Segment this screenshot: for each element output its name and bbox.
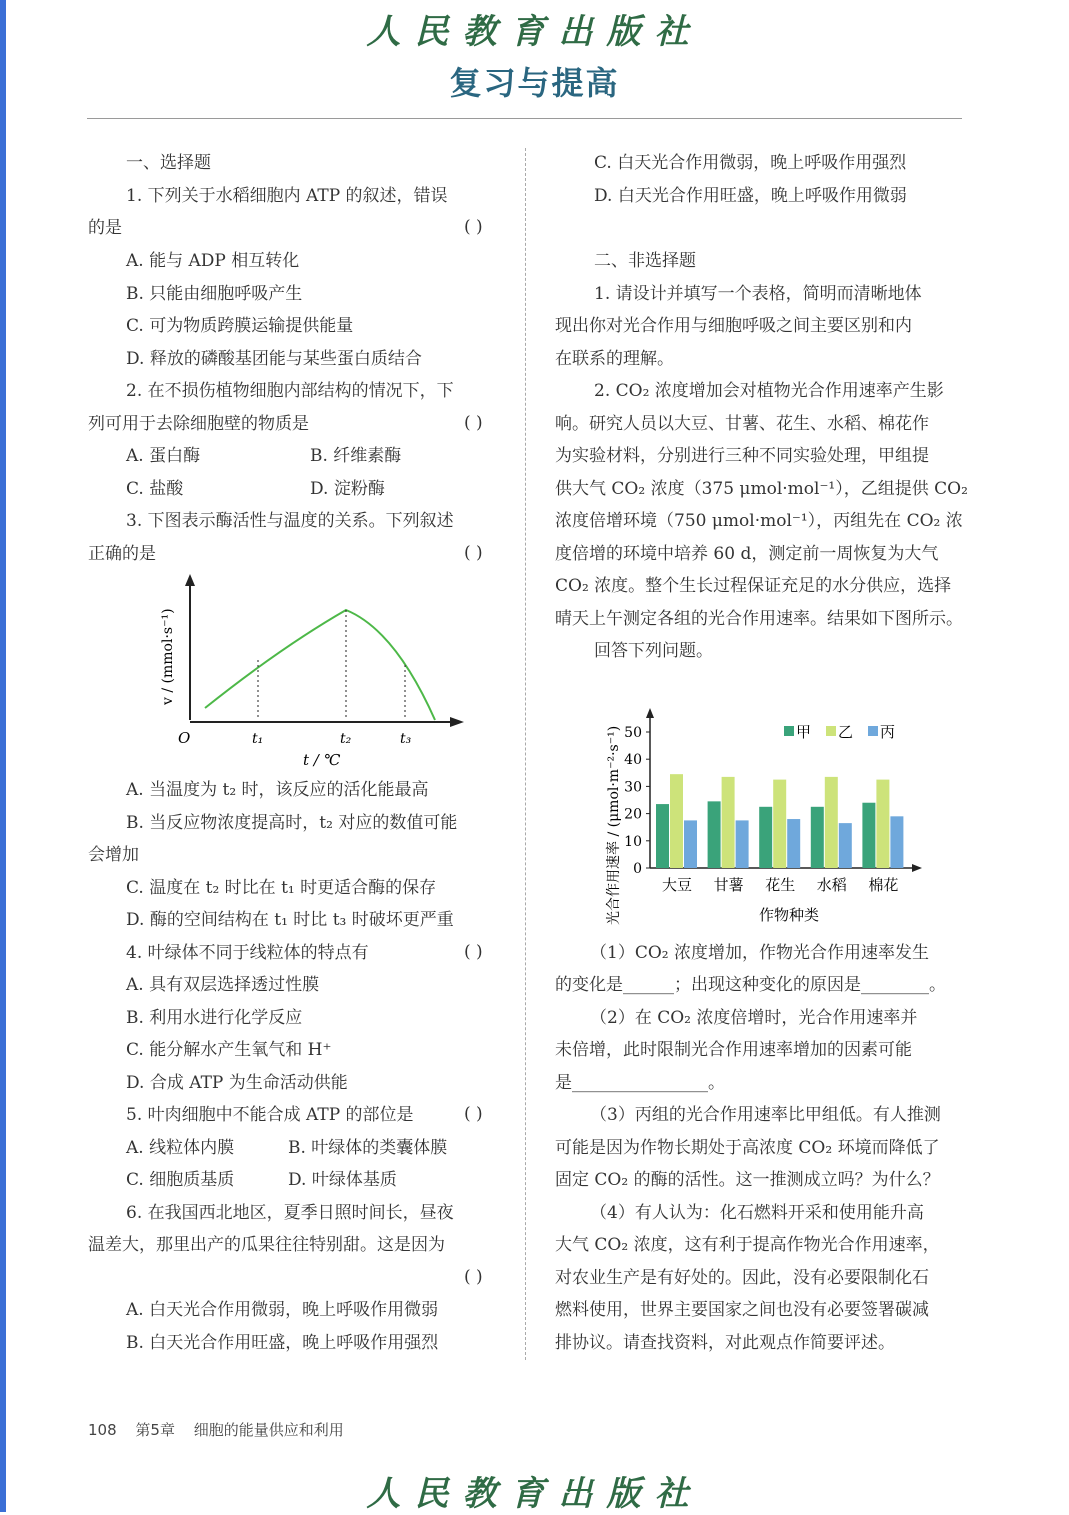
- bar-y-tick-label: 50: [624, 725, 642, 741]
- left-line: 列可用于去除细胞壁的物质是: [88, 414, 309, 434]
- left-line: C. 可为物质跨膜运输提供能量: [126, 316, 354, 336]
- right-line: 1. 请设计并填写一个表格，简明而清晰地体: [594, 284, 922, 304]
- right-line: 排协议。请查找资料，对此观点作简要评述。: [555, 1333, 895, 1353]
- left-line: C. 细胞质基质: [126, 1170, 235, 1190]
- bar-category-label: 甘薯: [713, 876, 744, 894]
- bar-y-tick-label: 30: [624, 779, 642, 796]
- enzyme-x-arrow: [450, 717, 464, 727]
- bar-y-tick-label: 0: [633, 861, 642, 877]
- publisher-logo-bottom: 人民教育出版社: [366, 1474, 703, 1514]
- left-line: A. 线粒体内膜: [126, 1138, 235, 1158]
- answer-bracket: ( ): [464, 413, 483, 433]
- chapter-title: 细胞的能量供应和利用: [193, 1421, 344, 1439]
- right-line: CO₂ 浓度。整个生长过程保证充足的水分供应，选择: [555, 576, 952, 596]
- left-line: B. 利用水进行化学反应: [126, 1008, 303, 1028]
- bar-丙: [684, 820, 697, 868]
- right-line: 供大气 CO₂ 浓度（375 μmol·mol⁻¹），乙组提供 CO₂: [555, 479, 968, 499]
- left-line: 温差大，那里出产的瓜果往往特别甜。这是因为: [88, 1235, 445, 1255]
- right-line: 在联系的理解。: [555, 349, 674, 369]
- bar-乙: [773, 780, 786, 868]
- enzyme-tick-t3: t₃: [400, 731, 412, 747]
- answer-bracket: ( ): [464, 543, 483, 563]
- bar-x-label: 作物种类: [758, 906, 820, 924]
- legend-swatch-丙: [868, 726, 878, 736]
- left-line: 一、选择题: [126, 153, 211, 173]
- left-line: B. 叶绿体的类囊体膜: [288, 1138, 448, 1158]
- answer-bracket: ( ): [464, 217, 483, 237]
- right-line: 可能是因为作物长期处于高浓度 CO₂ 环境而降低了: [555, 1138, 940, 1158]
- left-line: B. 纤维素酶: [310, 446, 402, 466]
- right-line: 是________________。: [555, 1073, 725, 1093]
- legend-swatch-甲: [784, 726, 794, 736]
- left-line: B. 只能由细胞呼吸产生: [126, 284, 303, 304]
- right-line: （4）有人认为：化石燃料开采和使用能升高: [590, 1203, 924, 1223]
- bar-甲: [862, 803, 875, 868]
- answer-bracket: ( ): [464, 1267, 483, 1287]
- left-line: B. 白天光合作用旺盛，晚上呼吸作用强烈: [126, 1333, 439, 1353]
- left-line: 的是: [88, 218, 122, 238]
- bar-甲: [759, 807, 772, 868]
- right-line: 回答下列问题。: [594, 641, 713, 661]
- bar-甲: [811, 807, 824, 868]
- left-line: A. 蛋白酶: [126, 446, 201, 466]
- page-number: 108: [88, 1421, 117, 1439]
- right-line: C. 白天光合作用微弱，晚上呼吸作用强烈: [594, 153, 907, 173]
- legend-label: 甲: [796, 723, 812, 741]
- column-divider: [525, 148, 526, 1360]
- photosynthesis-bar-chart: [590, 670, 930, 935]
- page-edge-line: [0, 0, 6, 1512]
- enzyme-origin-label: O: [178, 729, 191, 747]
- right-line: 度倍增的环境中培养 60 d，测定前一周恢复为大气: [555, 544, 939, 564]
- page-footer: [88, 1419, 358, 1440]
- left-line: 会增加: [88, 845, 139, 865]
- bar-y-tick-label: 20: [624, 806, 642, 823]
- right-line: D. 白天光合作用旺盛，晚上呼吸作用微弱: [594, 186, 907, 206]
- right-line: 响。研究人员以大豆、甘薯、花生、水稻、棉花作: [555, 414, 929, 434]
- right-line: （1）CO₂ 浓度增加，作物光合作用速率发生: [590, 943, 929, 963]
- left-line: D. 合成 ATP 为生命活动供能: [126, 1073, 348, 1093]
- enzyme-tick-t1: t₁: [252, 731, 264, 747]
- left-line: 5. 叶肉细胞中不能合成 ATP 的部位是: [126, 1105, 414, 1125]
- bar-category-label: 花生: [765, 876, 796, 894]
- left-line: D. 叶绿体基质: [288, 1170, 397, 1190]
- bar-乙: [876, 780, 889, 868]
- right-line: 浓度倍增环境（750 μmol·mol⁻¹），丙组先在 CO₂ 浓: [555, 511, 963, 531]
- right-line: 未倍增，此时限制光合作用速率增加的因素可能: [555, 1040, 912, 1060]
- bar-y-tick-label: 40: [624, 752, 642, 769]
- bar-y-label: 光合作用速率 / (μmol·m⁻²·s⁻¹): [606, 725, 622, 925]
- right-line: 二、非选择题: [594, 251, 696, 271]
- left-line: A. 具有双层选择透过性膜: [126, 975, 320, 995]
- left-line: C. 温度在 t₂ 时比在 t₁ 时更适合酶的保存: [126, 878, 437, 898]
- left-line: B. 当反应物浓度提高时，t₂ 对应的数值可能: [126, 813, 458, 833]
- enzyme-y-arrow: [185, 574, 195, 586]
- page-title: 复习与提高: [449, 64, 620, 102]
- right-line: 2. CO₂ 浓度增加会对植物光合作用速率产生影: [594, 381, 944, 401]
- left-line: A. 白天光合作用微弱，晚上呼吸作用微弱: [126, 1300, 439, 1320]
- right-line: 为实验材料，分别进行三种不同实验处理，甲组提: [555, 446, 929, 466]
- left-line: D. 淀粉酶: [310, 479, 385, 499]
- left-line: 6. 在我国西北地区，夏季日照时间长，昼夜: [126, 1203, 454, 1223]
- enzyme-temperature-chart: [150, 570, 480, 775]
- chapter-number: 第5章: [135, 1421, 175, 1439]
- bar-category-label: 大豆: [661, 876, 693, 894]
- publisher-logo-top: 人民教育出版社: [366, 12, 703, 52]
- left-line: A. 当温度为 t₂ 时，该反应的活化能最高: [126, 780, 429, 800]
- bar-丙: [839, 823, 852, 868]
- bar-y-tick-label: 10: [624, 833, 642, 850]
- enzyme-tick-t2: t₂: [340, 731, 352, 747]
- right-line: （2）在 CO₂ 浓度倍增时，光合作用速率并: [590, 1008, 918, 1028]
- left-line: D. 释放的磷酸基团能与某些蛋白质结合: [126, 349, 422, 369]
- left-line: 4. 叶绿体不同于线粒体的特点有: [126, 943, 369, 963]
- answer-bracket: ( ): [464, 1104, 483, 1124]
- bar-乙: [825, 777, 838, 868]
- bar-x-arrow: [912, 864, 922, 872]
- enzyme-activity-curve: [205, 610, 435, 720]
- left-line: 正确的是: [88, 544, 156, 564]
- right-line: 现出你对光合作用与细胞呼吸之间主要区别和内: [555, 316, 912, 336]
- left-line: C. 能分解水产生氧气和 H⁺: [126, 1040, 332, 1060]
- left-line: D. 酶的空间结构在 t₁ 时比 t₃ 时破坏更严重: [126, 910, 454, 930]
- legend-label: 乙: [838, 723, 854, 741]
- bar-丙: [890, 816, 903, 868]
- enzyme-y-label: v / (mmol·s⁻¹): [160, 608, 176, 705]
- bar-乙: [670, 774, 683, 868]
- answer-bracket: ( ): [464, 942, 483, 962]
- right-line: 固定 CO₂ 的酶的活性。这一推测成立吗？为什么？: [555, 1170, 940, 1190]
- legend-swatch-乙: [826, 726, 836, 736]
- bar-甲: [656, 804, 669, 868]
- bar-category-label: 棉花: [868, 876, 899, 894]
- right-line: 晴天上午测定各组的光合作用速率。结果如下图所示。: [555, 609, 963, 629]
- bar-甲: [708, 801, 721, 868]
- right-line: （3）丙组的光合作用速率比甲组低。有人推测: [590, 1105, 941, 1125]
- right-line: 大气 CO₂ 浓度，这有利于提高作物光合作用速率，: [555, 1235, 940, 1255]
- header-rule: [87, 118, 962, 119]
- legend-label: 丙: [880, 723, 896, 741]
- bar-乙: [722, 777, 735, 868]
- bar-丙: [736, 820, 749, 868]
- left-line: 2. 在不损伤植物细胞内部结构的情况下，下: [126, 381, 454, 401]
- bar-category-label: 水稻: [816, 876, 847, 894]
- left-line: 3. 下图表示酶活性与温度的关系。下列叙述: [126, 511, 454, 531]
- left-line: 1. 下列关于水稻细胞内 ATP 的叙述，错误: [126, 186, 448, 206]
- left-line: C. 盐酸: [126, 479, 184, 499]
- bar-y-arrow: [646, 708, 654, 718]
- right-line: 对农业生产是有好处的。因此，没有必要限制化石: [555, 1268, 929, 1288]
- enzyme-x-label: t / ℃: [303, 751, 341, 769]
- left-line: A. 能与 ADP 相互转化: [126, 251, 300, 271]
- bar-丙: [787, 819, 800, 868]
- right-line: 的变化是______；出现这种变化的原因是________。: [555, 975, 946, 995]
- right-line: 燃料使用，世界主要国家之间也没有必要签署碳减: [555, 1300, 929, 1320]
